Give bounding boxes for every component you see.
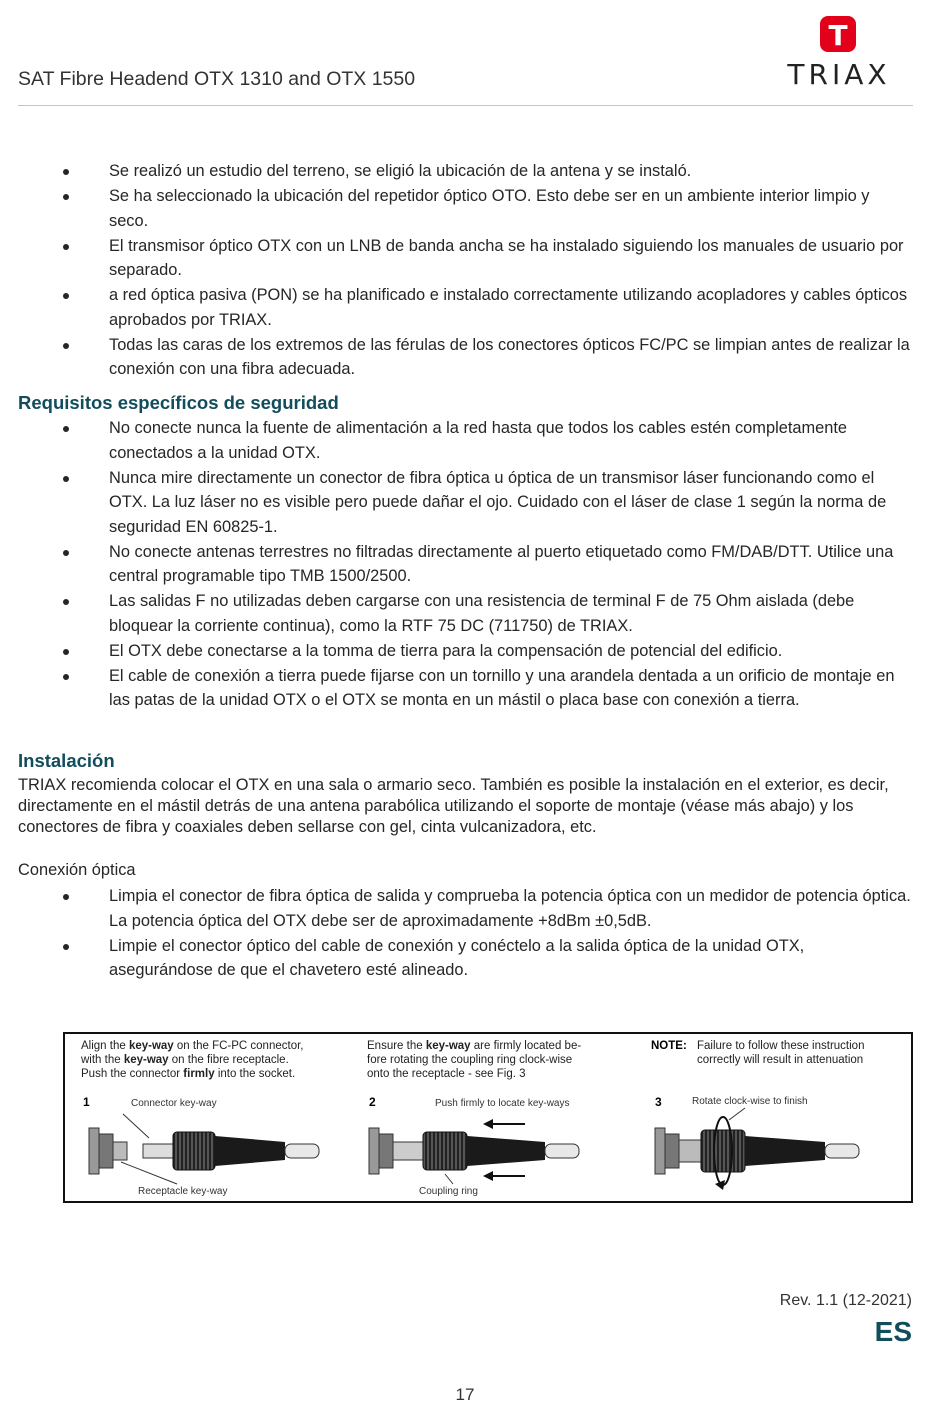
step-3-number: 3 [655,1095,662,1109]
list-item-text: El cable de conexión a tierra puede fijarse con un tornillo y una arandela dentada a un orificio de montaje en las patas de la unidad OTX o el OTX se monta en un mástil o placa base con conexión a tierra. [109,666,895,709]
bullet-icon [63,599,69,605]
bullet-icon [63,649,69,655]
list-item-text: Limpie el conector óptico del cable de conexión y conéctelo a la salida óptica de la unidad OTX, asegurándose de que el chavetero esté alineado. [109,936,805,979]
note-text: Failure to follow these instruction correctly will result in attenuation [697,1040,865,1066]
bullet-icon [63,194,69,200]
bullet-icon [63,343,69,349]
list-item [0,283,912,332]
list-item-text: No conecte antenas terrestres no filtradas directamente al puerto etiquetado como FM/DAB/DTT. Utilice una central programable tipo TMB 1500/2500. [109,542,894,585]
list-item [0,540,912,589]
list-item [0,333,912,382]
note-label: NOTE: [651,1040,687,1052]
triax-logo [776,14,902,90]
bullet-icon [63,550,69,556]
connector-keyway-label: Connector key-way [131,1098,217,1109]
list-item-text: a red óptica pasiva (PON) se ha planificado e instalado correctamente utilizando acopladores y cables ópticos aprobados por TRIAX. [109,286,908,329]
bullet-icon [63,426,69,432]
list-item [0,416,912,465]
coupling-ring-label: Coupling ring [419,1186,478,1197]
step-2-drawing [369,1119,579,1184]
bullet-icon [63,894,69,900]
list-item-text: Se ha seleccionado la ubicación del repetidor óptico OTO. Esto debe ser en un ambiente interior limpio y seco. [109,187,870,230]
step-1-number: 1 [83,1095,90,1109]
bullet-icon [63,293,69,299]
list-item-text: Limpia el conector de fibra óptica de salida y comprueba la potencia óptica con un medidor de potencia óptica. La potencia óptica del OTX debe ser de aproximadamente +8dBm ±0,5dB. [109,887,911,930]
list-item-text: Nunca mire directamente un conector de fibra óptica u óptica de un transmisor láser funcionando como el OTX. La luz láser no es visible pero puede dañar el ojo. Cuidado con el láser de clase 1 según la norma de seguridad EN 60825-1. [109,468,887,536]
list-item-text: No conecte nunca la fuente de alimentación a la red hasta que todos los cables estén completamente conectados a la unidad OTX. [109,419,848,462]
revision-label: Rev. 1.1 (12-2021) [779,1292,912,1309]
intro-bullet-list [0,159,912,382]
bullet-icon [63,674,69,680]
list-item [0,664,912,713]
list-item [0,884,912,933]
step-3-drawing [655,1108,859,1190]
list-item-text: Todas las caras de los extremos de las férulas de los conectores ópticos FC/PC se limpian antes de realizar la conexión con una fibra adecuada. [109,335,910,378]
step-2-number: 2 [369,1095,376,1109]
list-item [0,639,912,664]
language-code: ES [874,1316,912,1347]
bullet-icon [63,244,69,250]
bullet-icon [63,944,69,950]
svg-text:TRIAX: TRIAX [787,58,891,90]
document-title: SAT Fibre Headend OTX 1310 and OTX 1550 [18,68,416,90]
list-item [0,184,912,233]
safety-bullet-list [0,416,912,713]
list-item-text: El OTX debe conectarse a la tomma de tierra para la compensación de potencial del edificio. [109,641,783,660]
list-item [0,234,912,283]
optical-bullet-list [0,884,912,983]
safety-heading: Requisitos específicos de seguridad [18,392,339,413]
receptacle-keyway-label: Receptacle key-way [138,1186,228,1197]
bullet-icon [63,169,69,175]
rotate-clockwise-label: Rotate clock-wise to finish [692,1096,808,1107]
list-item [0,589,912,638]
svg-text:T: T [828,19,848,52]
installation-paragraph: TRIAX recomienda colocar el OTX en una sala o armario seco. También es posible la instalación en el exterior, es decir, directamente en el mástil detrás de una antena parabólica utilizando el soporte de montaje (véase más abajo) y los conectores de fibra y coaxiales deben sellarse con gel, cinta vulcanizadora, etc. [18,776,889,836]
installation-heading: Instalación [18,750,115,771]
bullet-icon [63,476,69,482]
list-item [0,934,912,983]
connector-instruction-figure [63,1032,913,1203]
list-item-text: El transmisor óptico OTX con un LNB de banda ancha se ha instalado siguiendo los manuales de usuario por separado. [109,236,904,279]
header-divider [18,105,913,106]
col2-instructions: Ensure the key-way are firmly located be- fore rotating the coupling ring clock-wise onto the receptacle - see Fig. 3 [367,1040,582,1080]
optical-connection-heading: Conexión óptica [18,861,136,879]
list-item-text: Se realizó un estudio del terreno, se eligió la ubicación de la antena y se instaló. [109,162,692,180]
push-firmly-label: Push firmly to locate key-ways [435,1098,570,1109]
page-number: 17 [455,1385,475,1404]
list-item [0,159,912,184]
list-item-text: Las salidas F no utilizadas deben cargarse con una resistencia de terminal F de 75 Ohm aislada (debe bloquear la corriente continua), como la RTF 75 DC (711750) de TRIAX. [109,592,855,635]
col1-instructions: Align the key-way on the FC-PC connector, with the key-way on the fibre receptacle. Push the connector firmly into the socket. [81,1040,304,1080]
step-1-drawing [89,1114,319,1184]
list-item [0,466,912,540]
